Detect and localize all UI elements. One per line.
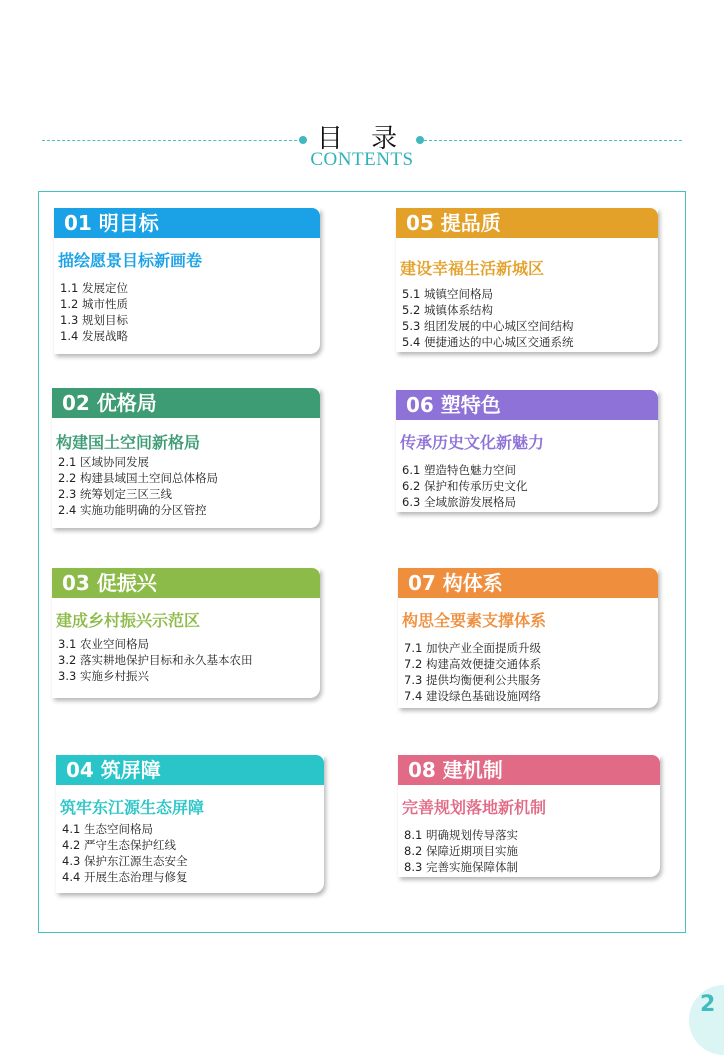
page-number: 2 — [700, 992, 716, 1017]
list-item[interactable]: 2.1 区域协同发展 — [58, 455, 149, 469]
list-item[interactable]: 7.3 提供均衡便利公共服务 — [404, 673, 541, 687]
section-subtitle: 构思全要素支撑体系 — [402, 611, 547, 630]
list-item[interactable]: 4.1 生态空间格局 — [62, 822, 153, 836]
header-rule-left — [42, 140, 302, 141]
section-heading: 05 提品质 — [396, 208, 658, 238]
section-heading: 07 构体系 — [398, 568, 658, 598]
section-card-02[interactable] — [52, 388, 320, 528]
list-item[interactable]: 5.3 组团发展的中心城区空间结构 — [402, 319, 574, 333]
section-subtitle: 筑牢东江源生态屏障 — [60, 798, 205, 817]
section-card-03[interactable] — [52, 568, 320, 698]
list-item[interactable]: 7.4 建设绿色基础设施网络 — [404, 689, 541, 703]
list-item[interactable]: 2.2 构建县域国土空间总体格局 — [58, 471, 218, 485]
list-item[interactable]: 8.1 明确规划传导落实 — [404, 828, 518, 842]
section-subtitle: 建成乡村振兴示范区 — [56, 611, 201, 630]
list-item[interactable]: 3.3 实施乡村振兴 — [58, 669, 149, 683]
list-item[interactable]: 4.3 保护东江源生态安全 — [62, 854, 188, 868]
section-card-07[interactable] — [398, 568, 658, 708]
list-item[interactable]: 1.3 规划目标 — [60, 313, 128, 327]
section-items — [402, 462, 527, 510]
page-title: 目 录 — [316, 124, 408, 154]
section-items — [404, 640, 541, 704]
list-item[interactable]: 7.1 加快产业全面提质升级 — [404, 641, 541, 655]
page-subtitle: CONTENTS — [310, 149, 414, 170]
list-item[interactable]: 3.2 落实耕地保护目标和永久基本农田 — [58, 653, 253, 667]
section-items — [58, 636, 252, 684]
list-item[interactable]: 3.1 农业空间格局 — [58, 637, 149, 651]
list-item[interactable]: 7.2 构建高效便捷交通体系 — [404, 657, 541, 671]
section-heading: 01 明目标 — [54, 208, 320, 238]
list-item[interactable]: 8.2 保障近期项目实施 — [404, 844, 518, 858]
list-item[interactable]: 5.2 城镇体系结构 — [402, 303, 493, 317]
section-subtitle: 描绘愿景目标新画卷 — [58, 251, 203, 270]
list-item[interactable]: 2.3 统筹划定三区三线 — [58, 487, 172, 501]
list-item[interactable]: 5.4 便捷通达的中心城区交通系统 — [402, 335, 574, 349]
list-item[interactable]: 6.3 全域旅游发展格局 — [402, 495, 516, 509]
section-subtitle: 构建国土空间新格局 — [56, 433, 201, 452]
list-item[interactable]: 4.2 严守生态保护红线 — [62, 838, 176, 852]
section-heading: 08 建机制 — [398, 755, 660, 785]
section-subtitle: 传承历史文化新魅力 — [400, 433, 545, 452]
section-card-01[interactable] — [54, 208, 320, 354]
list-item[interactable]: 6.2 保护和传承历史文化 — [402, 479, 528, 493]
section-card-08[interactable] — [398, 755, 660, 877]
section-subtitle: 完善规划落地新机制 — [402, 798, 547, 817]
section-subtitle: 建设幸福生活新城区 — [400, 259, 545, 278]
list-item[interactable]: 1.2 城市性质 — [60, 297, 128, 311]
list-item[interactable]: 6.1 塑造特色魅力空间 — [402, 463, 516, 477]
header-rule-right — [424, 140, 682, 141]
section-card-04[interactable] — [56, 755, 324, 893]
section-card-05[interactable] — [396, 208, 658, 352]
list-item[interactable]: 1.1 发展定位 — [60, 281, 128, 295]
header-dot-right — [416, 136, 424, 144]
section-items — [62, 821, 187, 885]
section-card-06[interactable] — [396, 390, 658, 512]
section-items — [58, 454, 218, 518]
section-heading: 02 优格局 — [52, 388, 320, 418]
list-item[interactable]: 8.3 完善实施保障体制 — [404, 860, 518, 874]
section-items — [404, 827, 518, 875]
section-items — [60, 280, 128, 344]
list-item[interactable]: 1.4 发展战略 — [60, 329, 128, 343]
section-heading: 04 筑屏障 — [56, 755, 324, 785]
list-item[interactable]: 2.4 实施功能明确的分区管控 — [58, 503, 207, 517]
section-heading: 06 塑特色 — [396, 390, 658, 420]
section-heading: 03 促振兴 — [52, 568, 320, 598]
list-item[interactable]: 4.4 开展生态治理与修复 — [62, 870, 188, 884]
section-items — [402, 286, 573, 350]
list-item[interactable]: 5.1 城镇空间格局 — [402, 287, 493, 301]
